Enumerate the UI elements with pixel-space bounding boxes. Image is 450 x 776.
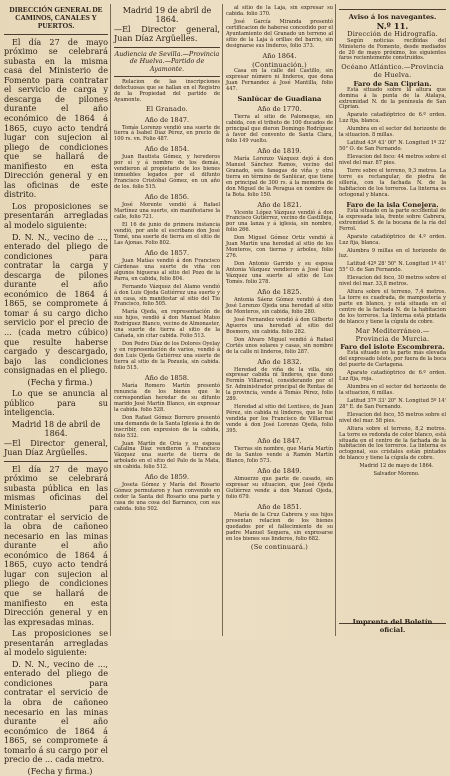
paragraph: Latitud 43º 43' 00" N. Longitud 1º 32' 50" O. de San Fernando. <box>339 140 446 153</box>
year-heading: Año de 1819. <box>257 146 302 155</box>
paragraph: Está situado en la parte más elevada del expresado islote, por fuera de la boca del puerto de Cartagena. <box>339 350 447 369</box>
entry: Don Miguel Gómez Ortiz vendió á Juan Martín una heredad al sitio de los Monteros, con tierras y árboles, folio 276. <box>226 235 333 260</box>
paragraph: Torre sobre el terreno, 9,3 metros. La torre es rectangular, de piedra de sillería, con la fachada N. de la habitacion de los torreros. La linterna es octogonal y blanca. <box>339 168 446 198</box>
signature: —El Director general, Juan Díaz Argüelles. <box>4 437 108 458</box>
paragraph: Aparato catadióptrico de 4.º orden. Luz fija, blanca. <box>339 233 446 246</box>
entry: Tierra al sitio de Palomeque, sin cabida, con el tributo de 100 ducados de principal que dieron Domingo Rodríguez á favor del convento de Santa Clara, folio 149 vuelto. <box>226 114 333 144</box>
paragraph: El día 27 de mayo próximo se celebrará subasta pública en las mismas oficinas del Ministerio para contratar el servicio de la obra de cañoneo necesario en las minas durante el año económico de 1864 á 1865, cuyo acto tendrá lugar con sujecion al pliego de condiciones que se hallará de manifiesto en esta Dirección general y en las expresadas minas. <box>4 463 108 627</box>
entry: José Morente vendió á Rafael Martínez una suerte, sin manifestarse la calle, folio 721. <box>114 202 220 221</box>
entry: Joseta Gómez y María del Rosario Gómez permutaron y han convenido en ceder la Santa del Rosario una parte y casa de una cosa del Barranco, con sus cabida. folio 502. <box>114 482 220 513</box>
entry: María de la Cruz Cabrera y sus hijos presentan relacion de los bienes quedados por el fallecimiento de su padre Manuel Sequera, sin expresarse en los bienes sus linderos, folio 682. <box>226 511 333 542</box>
divider <box>4 34 108 35</box>
entry: José Fernandez vendió á don Gilberto Agueros una heredad al sitio del Bosmoro, sin cabida. folio 282. <box>226 316 333 335</box>
year-heading: Año de 1857. <box>144 248 190 257</box>
entry: Heredad al sitio del Lentisco, de Juan Pérez, sin cabida ni linderos, que le fue vendida por los Francisco de Villarreal vende á don José Lorenzo Ojeda, folio 395. <box>226 404 333 435</box>
paragraph: Alumbra en el sector del horizonte de la situacion. 8 millas. <box>339 126 446 139</box>
signature: —El Director general, Juan Díaz Argüelles. <box>114 23 220 44</box>
year-heading: Año de 1856. <box>144 193 190 202</box>
year-heading: Año de 1770. <box>257 105 302 114</box>
entry: Vicente López Vázquez vendió á don Francisco Gutiérrez, vecino de Castilleja, por una lanza y á iglesia, sin nombre, folio 266. <box>226 209 333 234</box>
entry: El 16 de junio de primera instancia vendió, por ante el escribano don José Tomé, una suerte de tierra en el sitio de Las Ajonas. Folio 802. <box>114 221 220 246</box>
section-title: Audiencia de Sevilla.—Provincia de Huelva.—Partido de Ayamonte. <box>114 49 220 73</box>
column-1 <box>4 5 108 776</box>
entry: Don Alvaro Miguel vendió á Rafael Cortés unos solares y casas, sin nombre de la calle ni linderos, folio 287. <box>226 336 333 355</box>
subsection-title: El Granado. <box>146 104 188 113</box>
date-line: Madrid 19 de abril de 1864. <box>122 6 212 25</box>
column-rule <box>222 4 223 636</box>
year-heading: Año de 1851. <box>257 502 302 511</box>
paragraph: Aparato catadióptrico de 6.º orden. Luz fija, roja. <box>339 370 446 382</box>
column-rule <box>110 4 111 636</box>
entry: María Romero Martín presentó renuncia de los bienes que le correspondían heredar de su difunto marido José Martín Blanco, sin expresar la cabida. folio 528. <box>114 382 220 413</box>
continuation-note: (Se continuará.) <box>250 543 309 552</box>
year-heading: Año de 1859. <box>144 473 190 482</box>
subsection-title: Océano Atlántico.—Provincia de Huelva. <box>341 63 444 79</box>
year-heading: Año de 1832. <box>257 357 302 366</box>
paragraph: Latitud 42º 28' 50" N. Longitud 1º 41' 55" O. de San Fernando. <box>339 261 446 274</box>
paragraph: Alumbra 9 millas en el horizonte de luz. <box>339 247 446 260</box>
notice-number: N.º 11. <box>376 21 409 31</box>
continuation-note: (Continuación.) <box>252 60 307 69</box>
entry: Almuerzo que parte de casado, sin expresar su situacion, que José Ojeda Gutiérrez vende á don Manuel Ojeda, folio 679. <box>226 475 333 500</box>
section-title: Aviso á los navegantes. <box>348 13 437 21</box>
entry: María Lorenzo Vázquez dejó á don Manuel Sánchez Ramos, vecino del Granado, seis fanegas de viña y otra tierra en término de Sanlúcar, que tiene en principal de 300 rs. á la memoria de don Miguel de la Peragua en nombre de la Bota. folio 150. <box>226 155 333 198</box>
lighthouse-title: Faro del islote Escombrera. <box>340 343 445 352</box>
entry: María Ojeda, en representación de sus hijos, vendió á don Manuel Mateo Rodríguez Blanco, vecino de Almonaster, una suerte de tierra al sitio de la Cañada, sin citar cabida. Folio 513. <box>114 309 220 340</box>
divider <box>114 47 220 48</box>
date-line: Madrid 18 de abril de 1864. <box>11 419 101 439</box>
lighthouse-title: Faro de San Ciprian. <box>353 79 432 88</box>
divider <box>339 9 446 10</box>
paragraph: (Fecha y firma.) <box>27 765 93 776</box>
lighthouse-title: Faro de la isla Conejera. <box>346 200 439 209</box>
paragraph: Está situado sobre la altura que domina á la punta de la Atalaya, extremidad N. de la península de San Ciprian. <box>339 86 446 111</box>
year-heading: Año de 1849. <box>257 466 302 475</box>
entry: Juan Martín de Oria y su esposa Catalina Díaz vendieron á Francisco Vázquez una suerte de tierra de arbolado en el sitio del Palo de la Mata, sin cabida. folio 512. <box>114 440 220 471</box>
subsection-title: Dirección de Hidrografía. <box>347 30 438 38</box>
column-4 <box>339 6 446 636</box>
entry: Fernando Vázquez del Alamo vendió á don Luis Ojeda Gutiérrez una suerte y un casa, sin manifestar al sitio del Tío Francisco, folio 505. <box>114 283 220 308</box>
printer-footer: Imprenta del Boletín oficial. <box>352 618 433 634</box>
paragraph: Está situado en la parte occidental de la expresada isla, frente sobre Cabrera, extremidad S. de la bocana de la ría del Ferrol. <box>339 207 446 232</box>
paragraph: Alumbra en el sector del horizonte de la situacion, 6 millas. <box>339 383 446 396</box>
paragraph: Elevacion del foco: 44 metros sobre el nivel del mar. 87 pies. <box>339 154 446 167</box>
paragraph: Relacion de las inscripciones defectuosas que se hallan en el Registro de la Propiedad del partido de Ayamonte. <box>114 79 220 103</box>
paragraph: D. N. N., vecino de ..., enterado del pliego de condiciones para contratar el servicio de la obra de cañoneo necesario en las minas durante el año económico de 1864 á 1865, se compromete á tomarlo á su cargo por el precio de ... cada metro. <box>4 658 108 765</box>
divider <box>114 76 220 77</box>
column-3 <box>226 6 333 636</box>
entry: Heredad de viña de la villa, sin expresar cabida ni linderos, que donó Fermín Villarreal, considerando por el Sr. Administrador principal de Rentas de la provincia, vende á Tomás Pérez, folio 289. <box>226 366 333 403</box>
year-heading: Año de 1847. <box>144 115 190 124</box>
paragraph: (Fecha y firma.) <box>27 376 93 387</box>
paragraph: Lo que se anuncia al público para su inteligencia. <box>4 388 108 418</box>
paragraph: Según noticias recibidas del Ministerio de Fomento, desde mediados de 20 de mayo próximo, los siguientes faros recientemente construidos. <box>339 37 446 62</box>
entry: Don Pedro Díaz de los Dolores Oyelay y en representación de varios, vendió á don Luis Ojeda Gutiérrez una suerte de tierra al sitio de la Pozuela, sin cabida. folio 515. <box>114 341 220 371</box>
entry: Juan Matías vendió á don Francisco Cárdenas una suerte de viña con algunos higueras al sitio del Pozo de la Parra, en cabida, folio 804. <box>114 257 220 282</box>
column-2 <box>114 6 220 636</box>
entry: al sitio de la Laja, sin expresar su cabida. folio 370. <box>226 5 333 17</box>
signature: Salvador Moreno. <box>373 471 420 478</box>
entry: Tomás Lorenzo vendió una suerte de tierra á Isabel Díaz Pérez, en precio de 100 rs. vn. Folio 487. <box>114 124 220 143</box>
entry: Juan Bautista Gómez, y herederos por sí y á nombre de los demás, vendieron al propietario de los bienes inmuebles legados por el difunto Francisco Cristóbal Gómez, en un año de los. folio 515. <box>114 154 220 191</box>
paragraph: Altura sobre el terreno, 7,4 metros. La torre es cuadrada, de mampostería y parte en blanco, y está situada en el centro de la fachada N. de la habitacion de los torreros. La linterna está pintada de blanco y tiene la cúpula de cobre. <box>339 289 446 325</box>
paragraph: El día 27 de mayo próximo se celebrará subasta en la misma casa del Ministerio de Fomento para contratar el servicio de carga y descarga de pilones durante el año económico de 1864 á 1865, cuyo acto tendrá lugar con sujecion al pliego de condiciones que se hallará de manifiesto en esta Dirección general y en las oficinas de este distrito. <box>4 36 108 200</box>
entry: Don Rafael Gómez Borrero presentó una demanda de la Santa Iglesia á fin de inscribir, con expresion de la cabida, folio 532. <box>114 414 220 439</box>
entry: José García Miranda presentó certificacion de haberse concedido por el Ayuntamiento del Granado un terreno al sitio de la Laja á orillas del barrio, sin designarse sus linderos, folio 373. <box>226 18 333 49</box>
section-title: DIRECCIÓN GENERAL DE CAMINOS, CANALES Y PUERTOS. <box>9 5 103 31</box>
column-rule <box>335 4 336 636</box>
subsection-title: Sanlúcar de Guadiana <box>237 95 322 104</box>
entry: Tierras sin nombre, que María Martín de la Santos vende á Ramón Martín Blanco, folio 573. <box>226 446 333 464</box>
paragraph: Elevacion del foco, 55 metros sobre el nivel del mar. 58 pies. <box>339 411 446 424</box>
paragraph: Latitud 37º 33' 20" N. Longitud 5º 14' 28" E. de San Fernando. <box>339 397 446 410</box>
paragraph: Altura sobre el terreno, 8,2 metros. La torre es redonda de color blanco, está situada en el centro de la fachada de la habitación de los torreros. La linterna es octogonal, sus cristales están pintados de blanco y tiene la cúpula de cobre. <box>339 425 446 462</box>
paragraph: Elevacion del foco, 30 metros sobre el nivel del mar. 33,8 metros. <box>339 275 446 288</box>
entry: Antonia Sáenz Gómez vendió á don José Lorenzo Ojeda una heredad al sitio de Monteros, sin cabida, folio 280. <box>226 296 333 315</box>
date-line: Madrid 12 de mayo de 1864. <box>359 463 434 470</box>
divider <box>4 461 108 462</box>
paragraph: Las proposiciones se presentarán arregladas al modelo siguiente: <box>4 628 108 658</box>
year-heading: Año de 1825. <box>257 287 302 296</box>
year-heading: Año de 1854. <box>144 145 190 154</box>
subsection-title: Mar Mediterráneo.—Provincia de Murcia. <box>355 326 430 343</box>
entry: Casa en la calle del Castillo, sin expresar número ni linderos, que dona Juan Fernandez á José Mantilla, folio 447. <box>226 68 333 93</box>
year-heading: Año de 1821. <box>257 200 302 209</box>
paragraph: D. N. N., vecino de ..., enterado del pliego de condiciones para contratar la carga y descarga de pilones durante el año económico de 1864 á 1865, se compromete á tomar á su cargo dicho servicio por el precio de ... (cada metro cúbico) que resulte haberse cargado y descargado, bajo las condiciones consignadas en el pliego. <box>4 231 108 376</box>
year-heading: Año de 1858. <box>144 373 190 382</box>
entry: Don Antonio Garrido y su esposa Antonia Vázquez vendieron á José Díaz Vázquez una suerte al sitio de Los Tomés. folio 278. <box>226 261 333 285</box>
paragraph: Aparato catadióptrico de 6.º orden. Luz fija, blanca. <box>339 112 446 125</box>
year-heading: Año 1864. <box>262 51 297 60</box>
year-heading: Año de 1847. <box>257 437 302 446</box>
paragraph: Los proposiciones se presentarán arregladas al modelo siguiente: <box>4 200 108 230</box>
